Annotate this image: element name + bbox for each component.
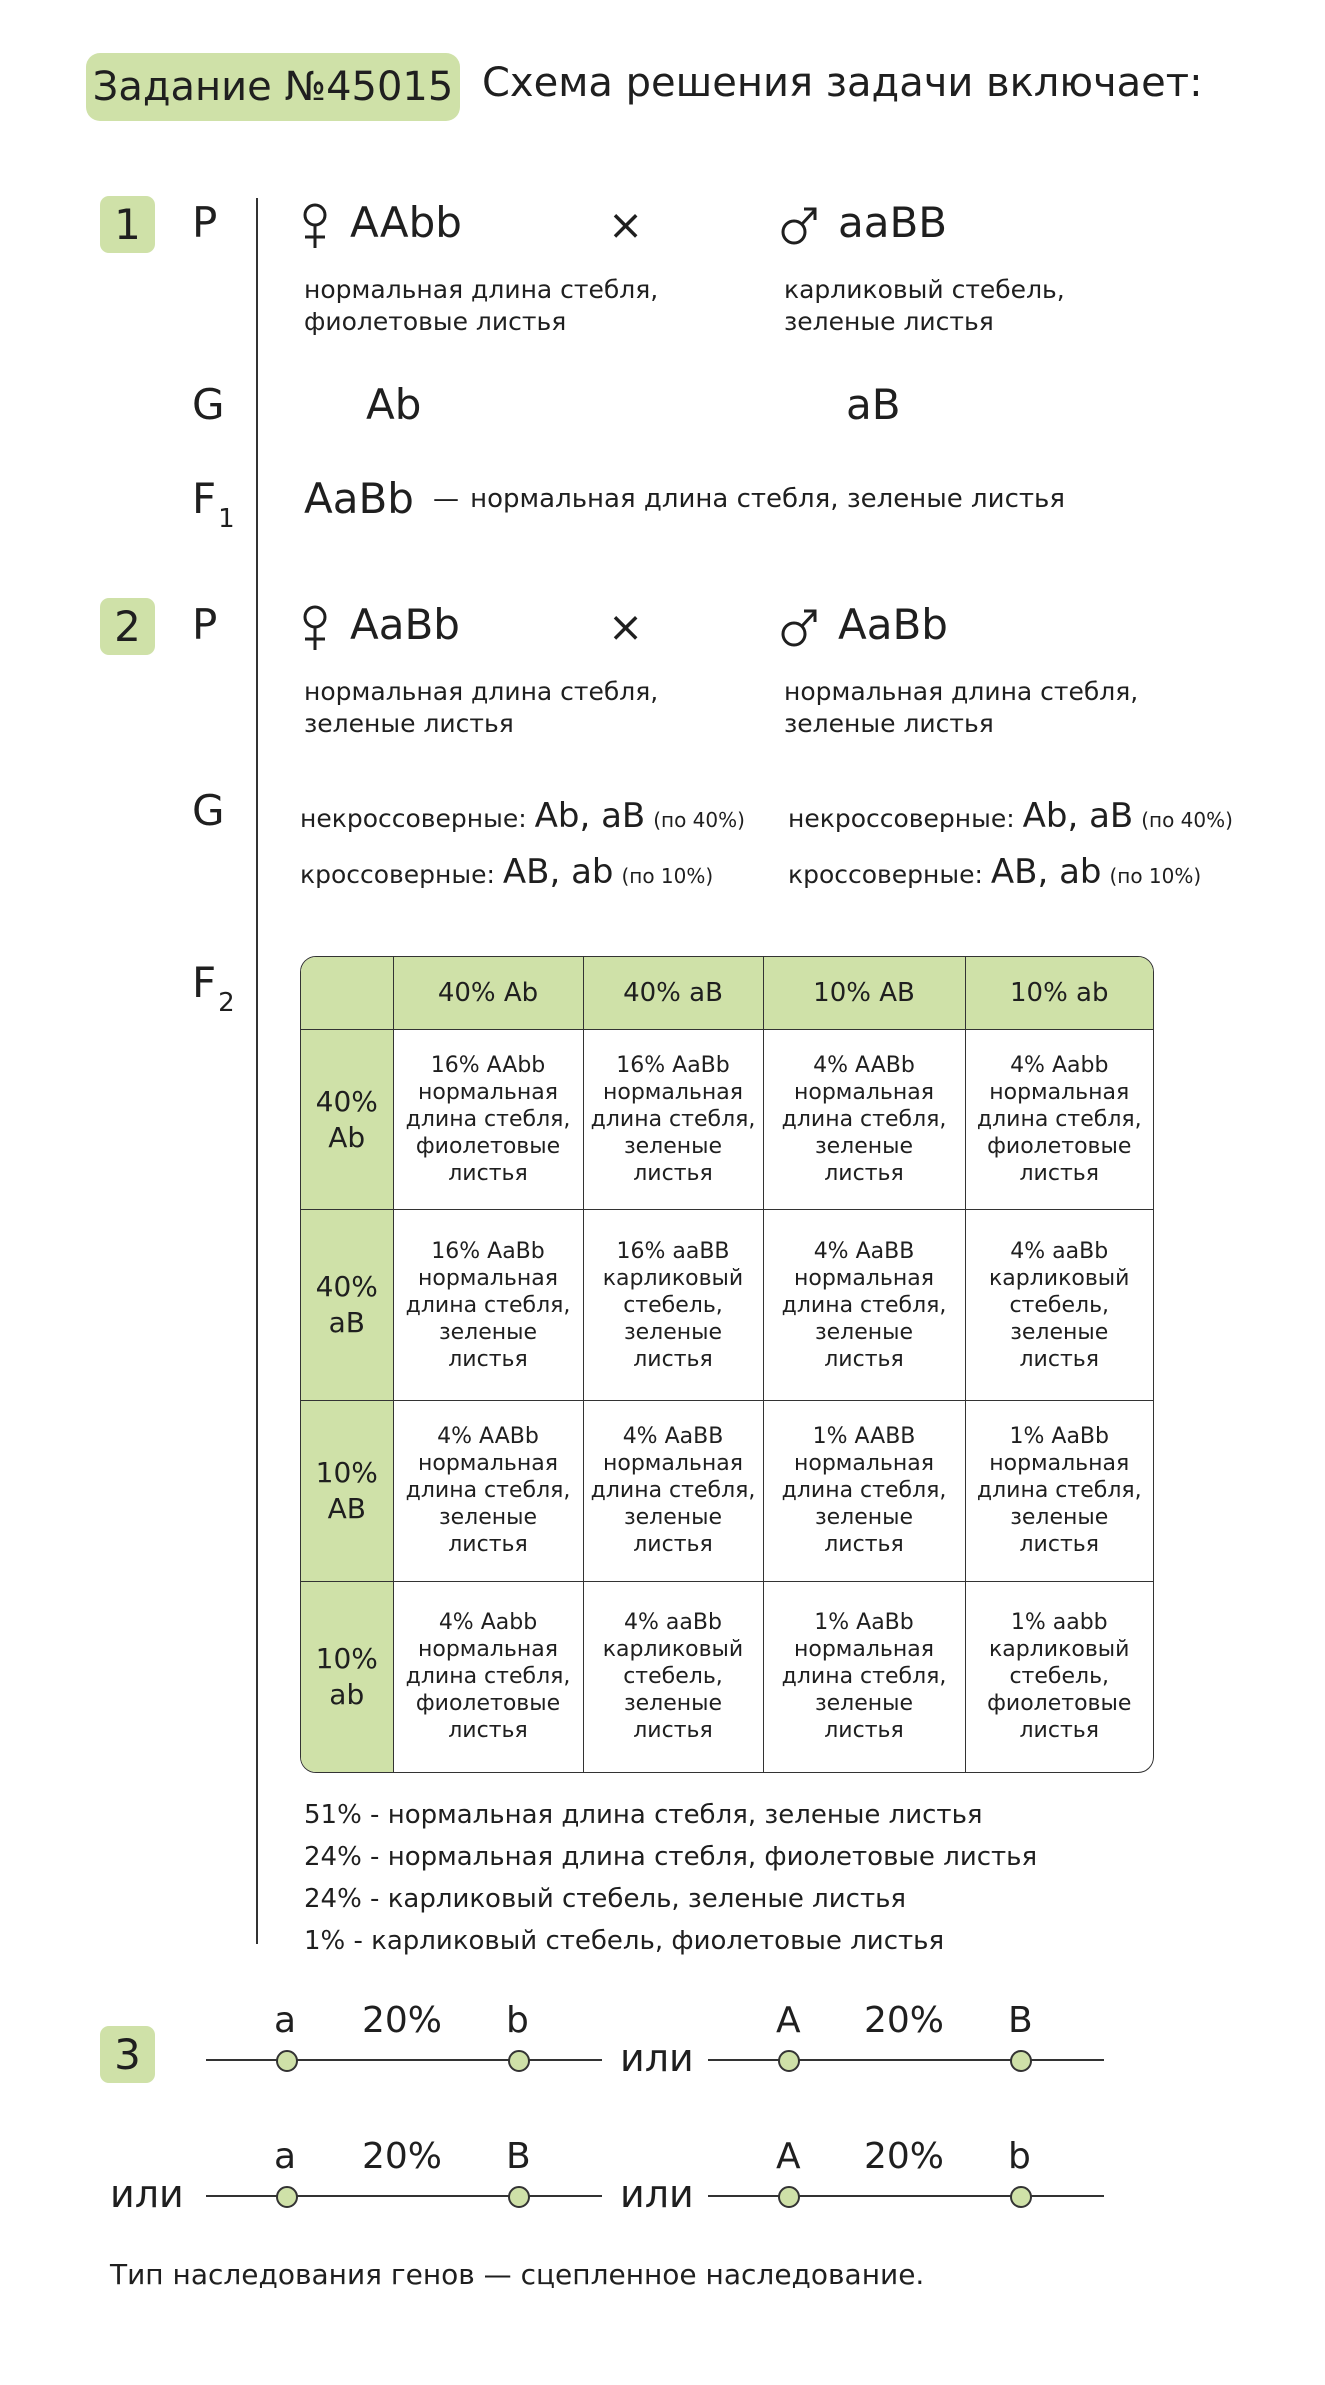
- step-2-female-genotype: AaBb: [350, 600, 460, 649]
- female-symbol-icon: [300, 604, 330, 652]
- punnett-cell: 1% AaBb нормальная длина стебля, зеленые листья: [965, 1401, 1153, 1582]
- punnett-square: [300, 956, 1154, 1773]
- row-header: 10% ab: [301, 1581, 393, 1772]
- punnett-cell: 1% aabb карликовый стебель, фиолетовые листья: [965, 1581, 1153, 1772]
- row-header: 40% Ab: [301, 1029, 393, 1210]
- corner-cell: [301, 957, 393, 1029]
- column-header: 10% AB: [763, 957, 965, 1029]
- step-1-g-label: G: [192, 380, 225, 429]
- summary-line: 24% - карликовый стебель, зеленые листья: [304, 1884, 907, 1914]
- step-1-female-gamete: Ab: [366, 380, 422, 429]
- step-1-f1-result: AaBb — нормальная длина стебля, зеленые листья: [304, 474, 1065, 523]
- or-word: или: [110, 2172, 184, 2216]
- gene-label: B: [1008, 2000, 1033, 2041]
- step-3-badge: 3: [100, 2026, 155, 2083]
- punnett-cell: 4% AABb нормальная длина стебля, зеленые листья: [763, 1029, 965, 1210]
- chromosome-diagram: [206, 2000, 602, 2080]
- gene-locus-dot: [778, 2050, 800, 2072]
- step-1-female-genotype: AAbb: [350, 198, 462, 247]
- punnett-cell: 4% AaBB нормальная длина стебля, зеленые листья: [583, 1401, 763, 1582]
- punnett-cell: 4% Aabb нормальная длина стебля, фиолетовые листья: [965, 1029, 1153, 1210]
- gene-label: a: [274, 2000, 297, 2041]
- step-1-p-label: P: [192, 198, 218, 247]
- distance-label: 20%: [362, 2136, 443, 2177]
- gene-label: b: [1008, 2136, 1031, 2177]
- distance-label: 20%: [864, 2000, 945, 2041]
- gene-locus-dot: [1010, 2186, 1032, 2208]
- male-symbol-icon: [780, 606, 818, 650]
- step-1-male-phenotype: карликовый стебель, зеленые листья: [784, 275, 1065, 336]
- gene-locus-dot: [508, 2050, 530, 2072]
- table-row: [301, 1210, 1153, 1401]
- step-1-male-gamete: aB: [846, 380, 901, 429]
- step-1-cross-symbol: ×: [608, 200, 644, 249]
- or-word: или: [620, 2036, 694, 2080]
- punnett-cell: 1% AaBb нормальная длина стебля, зеленые листья: [763, 1581, 965, 1772]
- gene-label: A: [776, 2136, 801, 2177]
- column-header: 10% ab: [965, 957, 1153, 1029]
- punnett-cell: 16% AaBb нормальная длина стебля, зеленые листья: [583, 1029, 763, 1210]
- conclusion-value: сцепленное наследование.: [520, 2258, 925, 2291]
- punnett-cell: 4% Aabb нормальная длина стебля, фиолетовые листья: [393, 1581, 583, 1772]
- step-2-male-phenotype: нормальная длина стебля, зеленые листья: [784, 677, 1139, 738]
- chromosome-line: [206, 2195, 602, 2197]
- column-header: 40% aB: [583, 957, 763, 1029]
- table-row: [301, 1401, 1153, 1582]
- column-header: 40% Ab: [393, 957, 583, 1029]
- punnett-cell: 4% aaBb карликовый стебель, зеленые листья: [965, 1210, 1153, 1401]
- table-row: [301, 1029, 1153, 1210]
- step-2-g-label: G: [192, 786, 225, 835]
- punnett-header-row: [301, 957, 1153, 1029]
- punnett-cell: 16% AaBb нормальная длина стебля, зеленые листья: [393, 1210, 583, 1401]
- punnett-cell: 4% AABb нормальная длина стебля, зеленые листья: [393, 1401, 583, 1582]
- male-noncrossover-gametes: некроссоверные: Ab, aB (по 40%): [788, 796, 1233, 836]
- step-2-male-genotype: AaBb: [838, 600, 948, 649]
- gene-label: b: [506, 2000, 529, 2041]
- summary-line: 1% - карликовый стебель, фиолетовые листья: [304, 1926, 945, 1956]
- punnett-table: [301, 957, 1153, 1772]
- step-1-f1-label: $F_1$: [192, 474, 235, 534]
- step-2-male-parent: [780, 600, 948, 650]
- chromosome-diagram: [708, 2000, 1104, 2080]
- chromosome-line: [708, 2195, 1104, 2197]
- gene-locus-dot: [276, 2050, 298, 2072]
- step-1-f1-phenotype: нормальная длина стебля, зеленые листья: [470, 484, 1065, 514]
- step-2-female-parent: [300, 600, 460, 652]
- conclusion: [110, 2258, 924, 2291]
- step-1-male-parent: [780, 198, 947, 248]
- summary-line: 24% - нормальная длина стебля, фиолетовые листья: [304, 1842, 1038, 1872]
- punnett-cell: 16% AAbb нормальная длина стебля, фиолетовые листья: [393, 1029, 583, 1210]
- punnett-cell: 1% AABB нормальная длина стебля, зеленые листья: [763, 1401, 965, 1582]
- gene-label: A: [776, 2000, 801, 2041]
- or-word: или: [620, 2172, 694, 2216]
- task-number-badge: Задание №45015: [86, 53, 460, 121]
- gene-label: a: [274, 2136, 297, 2177]
- gene-locus-dot: [276, 2186, 298, 2208]
- female-symbol-icon: [300, 202, 330, 250]
- female-noncrossover-gametes: некроссоверные: Ab, aB (по 40%): [300, 796, 745, 836]
- punnett-cell: 16% aaBB карликовый стебель, зеленые листья: [583, 1210, 763, 1401]
- male-crossover-gametes: кроссоверные: AB, ab (по 10%): [788, 852, 1202, 892]
- step-2-female-phenotype: нормальная длина стебля, зеленые листья: [304, 677, 659, 738]
- step-1-female-phenotype: нормальная длина стебля, фиолетовые листья: [304, 275, 659, 336]
- chromosome-line: [206, 2059, 602, 2061]
- gene-label: B: [506, 2136, 531, 2177]
- gene-locus-dot: [778, 2186, 800, 2208]
- conclusion-label: Тип наследования генов —: [110, 2258, 512, 2291]
- gene-locus-dot: [1010, 2050, 1032, 2072]
- vertical-divider: [256, 198, 258, 1944]
- distance-label: 20%: [362, 2000, 443, 2041]
- gene-locus-dot: [508, 2186, 530, 2208]
- step-2-p-label: P: [192, 600, 218, 649]
- punnett-cell: 4% aaBb карликовый стебель, зеленые листья: [583, 1581, 763, 1772]
- step-1-female-parent: [300, 198, 462, 250]
- step-2-badge: 2: [100, 598, 155, 655]
- step-1-badge: 1: [100, 196, 155, 253]
- punnett-cell: 4% AaBB нормальная длина стебля, зеленые листья: [763, 1210, 965, 1401]
- step-2-cross-symbol: ×: [608, 602, 644, 651]
- male-symbol-icon: [780, 204, 818, 248]
- chromosome-line: [708, 2059, 1104, 2061]
- row-header: 40% aB: [301, 1210, 393, 1401]
- step-1-f1-genotype: AaBb: [304, 474, 414, 523]
- table-row: [301, 1581, 1153, 1772]
- chromosome-diagram: [206, 2136, 602, 2216]
- female-crossover-gametes: кроссоверные: AB, ab (по 10%): [300, 852, 714, 892]
- page-title: Схема решения задачи включает:: [482, 60, 1203, 106]
- summary-line: 51% - нормальная длина стебля, зеленые листья: [304, 1800, 983, 1830]
- chromosome-diagram: [708, 2136, 1104, 2216]
- step-2-f2-label: $F_2$: [192, 958, 235, 1018]
- step-1-male-genotype: aaBB: [838, 198, 948, 247]
- row-header: 10% AB: [301, 1401, 393, 1582]
- distance-label: 20%: [864, 2136, 945, 2177]
